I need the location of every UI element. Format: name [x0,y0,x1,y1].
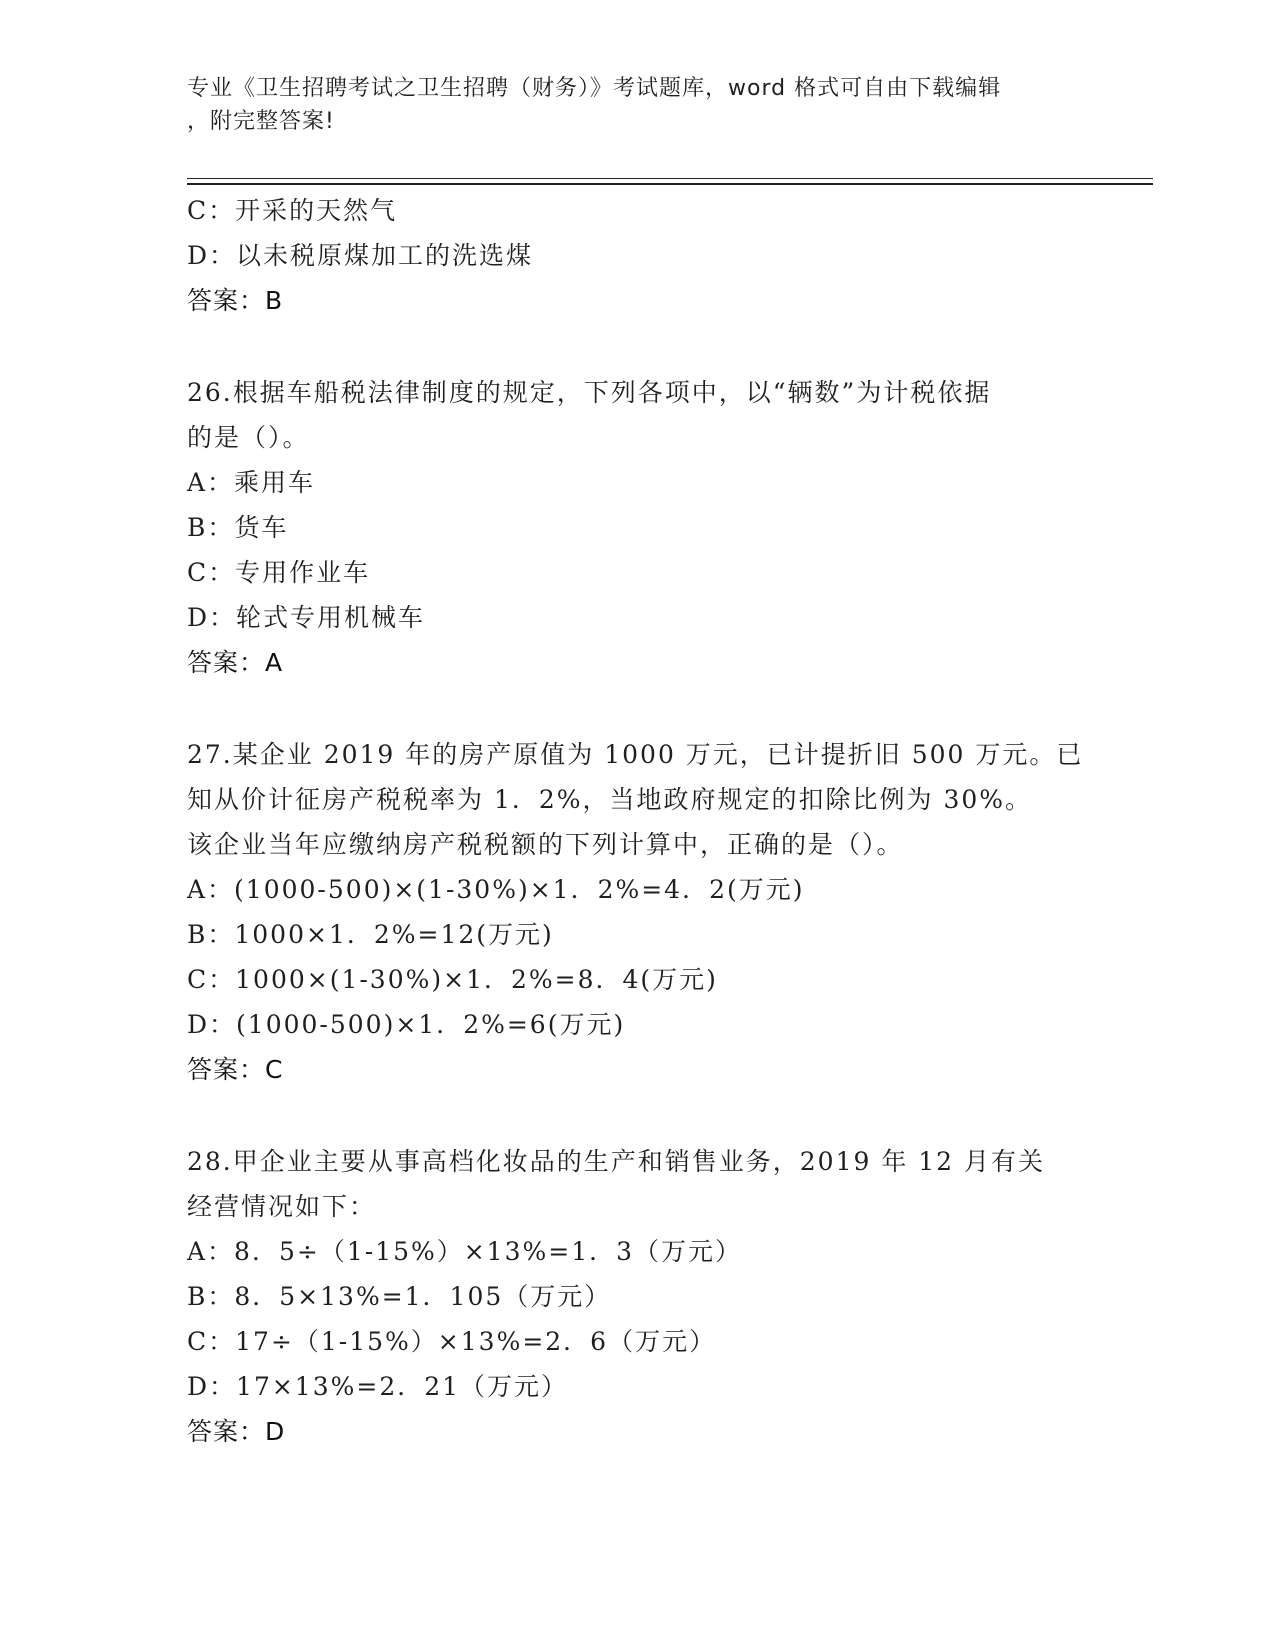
option-a: A：乘用车 [187,468,316,497]
option-a: A：8．5÷（1-15%）×13%=1．3（万元） [187,1237,743,1266]
question-27 [187,732,1087,1092]
answer-line: 答案：D [187,1417,286,1446]
option-d: D：以未税原煤加工的洗选煤 [187,241,534,270]
option-c: C：开采的天然气 [187,196,398,225]
option-c: C：17÷（1-15%）×13%=2．6（万元） [187,1327,717,1356]
question-stem-line: 28.甲企业主要从事高档化妆品的生产和销售业务，2019 年 12 月有关 [187,1147,1046,1176]
document-body [187,188,1087,1454]
spacer [187,323,1087,370]
header-line-2: ，附完整答案! [187,109,335,134]
document-header [187,72,1067,138]
answer-line: 答案：B [187,286,284,315]
question-stem-line: 该企业当年应缴纳房产税税额的下列计算中，正确的是（）。 [187,830,904,859]
option-c: C：1000×(1-30%)×1．2%=8．4(万元) [187,965,718,994]
option-c: C：专用作业车 [187,558,371,587]
option-b: B：货车 [187,513,289,542]
question-28 [187,1139,1087,1454]
question-stem-line: 27.某企业 2019 年的房产原值为 1000 万元，已计提折旧 500 万元。已 [187,740,1084,769]
answer-line: 答案：A [187,648,284,677]
option-a: A：(1000-500)×(1-30%)×1．2%=4．2(万元) [187,875,805,904]
option-d: D：17×13%=2．21（万元） [187,1372,569,1401]
question-stem-line: 经营情况如下： [187,1192,377,1221]
spacer [187,685,1087,732]
header-line-1: 专业《卫生招聘考试之卫生招聘（财务）》考试题库，word 格式可自由下载编辑 [187,76,1002,101]
question-26 [187,370,1087,685]
header-divider-thin [187,178,1153,179]
question-25-tail [187,188,1087,323]
question-stem-line: 知从价计征房产税税率为 1．2%，当地政府规定的扣除比例为 30%。 [187,785,1033,814]
option-b: B：1000×1．2%=12(万元) [187,920,554,949]
question-stem-line: 的是（）。 [187,423,310,452]
option-d: D：(1000-500)×1．2%=6(万元) [187,1010,626,1039]
answer-line: 答案：C [187,1055,284,1084]
spacer [187,1092,1087,1139]
option-b: B：8．5×13%=1．105（万元） [187,1282,612,1311]
option-d: D：轮式专用机械车 [187,603,426,632]
header-divider-thick [187,183,1153,185]
question-stem-line: 26.根据车船税法律制度的规定，下列各项中，以“辆数”为计税依据 [187,378,992,407]
